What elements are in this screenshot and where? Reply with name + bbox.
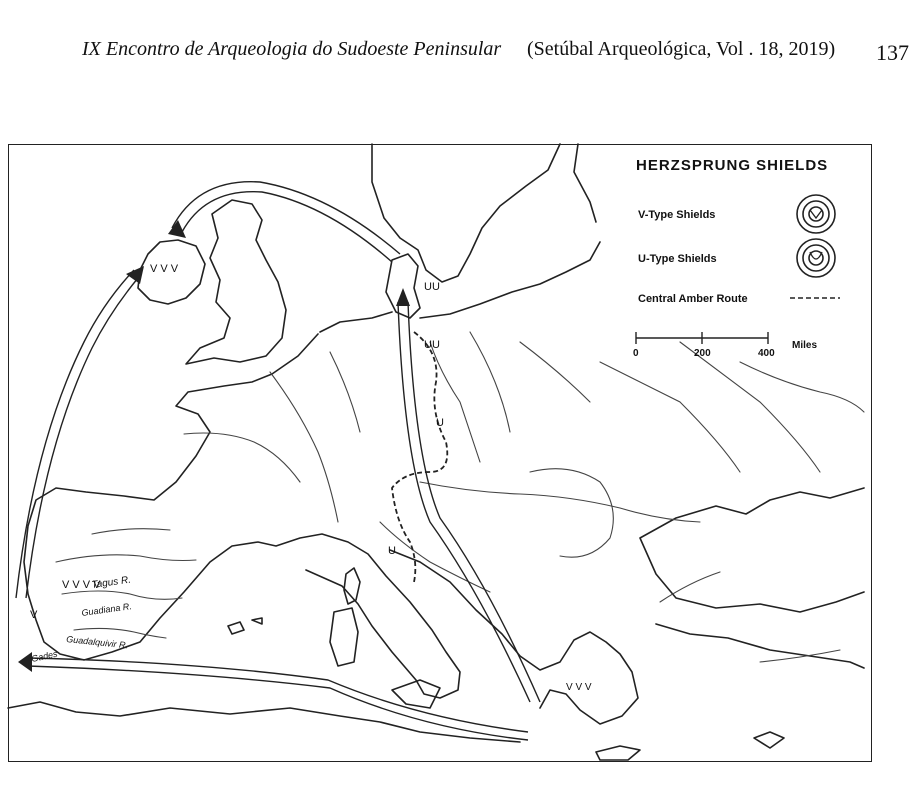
label-guadalquivir: Guadalquivir R. — [65, 634, 129, 651]
find-uu-germany: UU — [424, 339, 440, 351]
find-v-greece: V V V — [566, 682, 592, 693]
find-v-ireland: V V V — [150, 263, 179, 275]
journal-title: IX Encontro de Arqueologia do Sudoeste Peninsular — [82, 38, 502, 60]
scale-tick-400: 400 — [758, 348, 775, 359]
coast-cyprus — [754, 732, 784, 748]
legend-v-type: V-Type Shields — [638, 209, 716, 221]
coast-scandinavia — [372, 144, 560, 282]
page-number: 137 — [876, 40, 909, 65]
legend-title: HERZSPRUNG SHIELDS — [636, 157, 829, 174]
amber-route — [392, 332, 447, 582]
arrow-greece-jutland — [398, 302, 530, 702]
europe-map — [0, 142, 911, 766]
arrow-aegean-gades — [28, 666, 528, 740]
label-guadiana: Guadiana R. — [80, 601, 133, 618]
arrowhead-jutland — [396, 288, 410, 306]
arrow-jutland-ireland — [172, 182, 400, 254]
coast-balkans — [390, 550, 638, 724]
coast-finland — [574, 144, 596, 222]
find-u-central: U — [436, 417, 444, 429]
scale-unit: Miles — [792, 340, 818, 351]
rivers — [56, 332, 864, 662]
find-uu-denmark: UU — [424, 281, 440, 293]
find-v-portugal: V — [30, 609, 38, 621]
coast-crete — [596, 746, 640, 760]
find-v-iberia: V V V V — [62, 579, 101, 591]
v-shield-symbol — [797, 195, 835, 233]
coast-corsica — [344, 568, 360, 604]
coast-anatolia — [656, 624, 864, 668]
scale-tick-0: 0 — [633, 348, 639, 359]
coast-jutland — [386, 254, 420, 318]
page-header — [0, 38, 911, 68]
u-shield-symbol — [797, 239, 835, 277]
map-figure — [0, 142, 911, 766]
label-tagus: Tagus R. — [90, 574, 132, 591]
legend-route: Central Amber Route — [638, 293, 748, 305]
coast-sicily — [392, 680, 440, 708]
label-gades: Gades — [30, 648, 59, 664]
find-u-italy: U — [388, 545, 396, 557]
scale-bar — [636, 332, 768, 344]
coast-north-africa — [8, 702, 520, 742]
scale-tick-200: 200 — [694, 348, 711, 359]
legend-u-type: U-Type Shields — [638, 253, 717, 265]
arrow-iberia-ireland — [16, 270, 134, 598]
journal-citation: (Setúbal Arqueológica, Vol . 18, 2019) — [527, 38, 836, 60]
coast-sardinia — [330, 608, 358, 666]
coast-balearics — [228, 618, 262, 634]
